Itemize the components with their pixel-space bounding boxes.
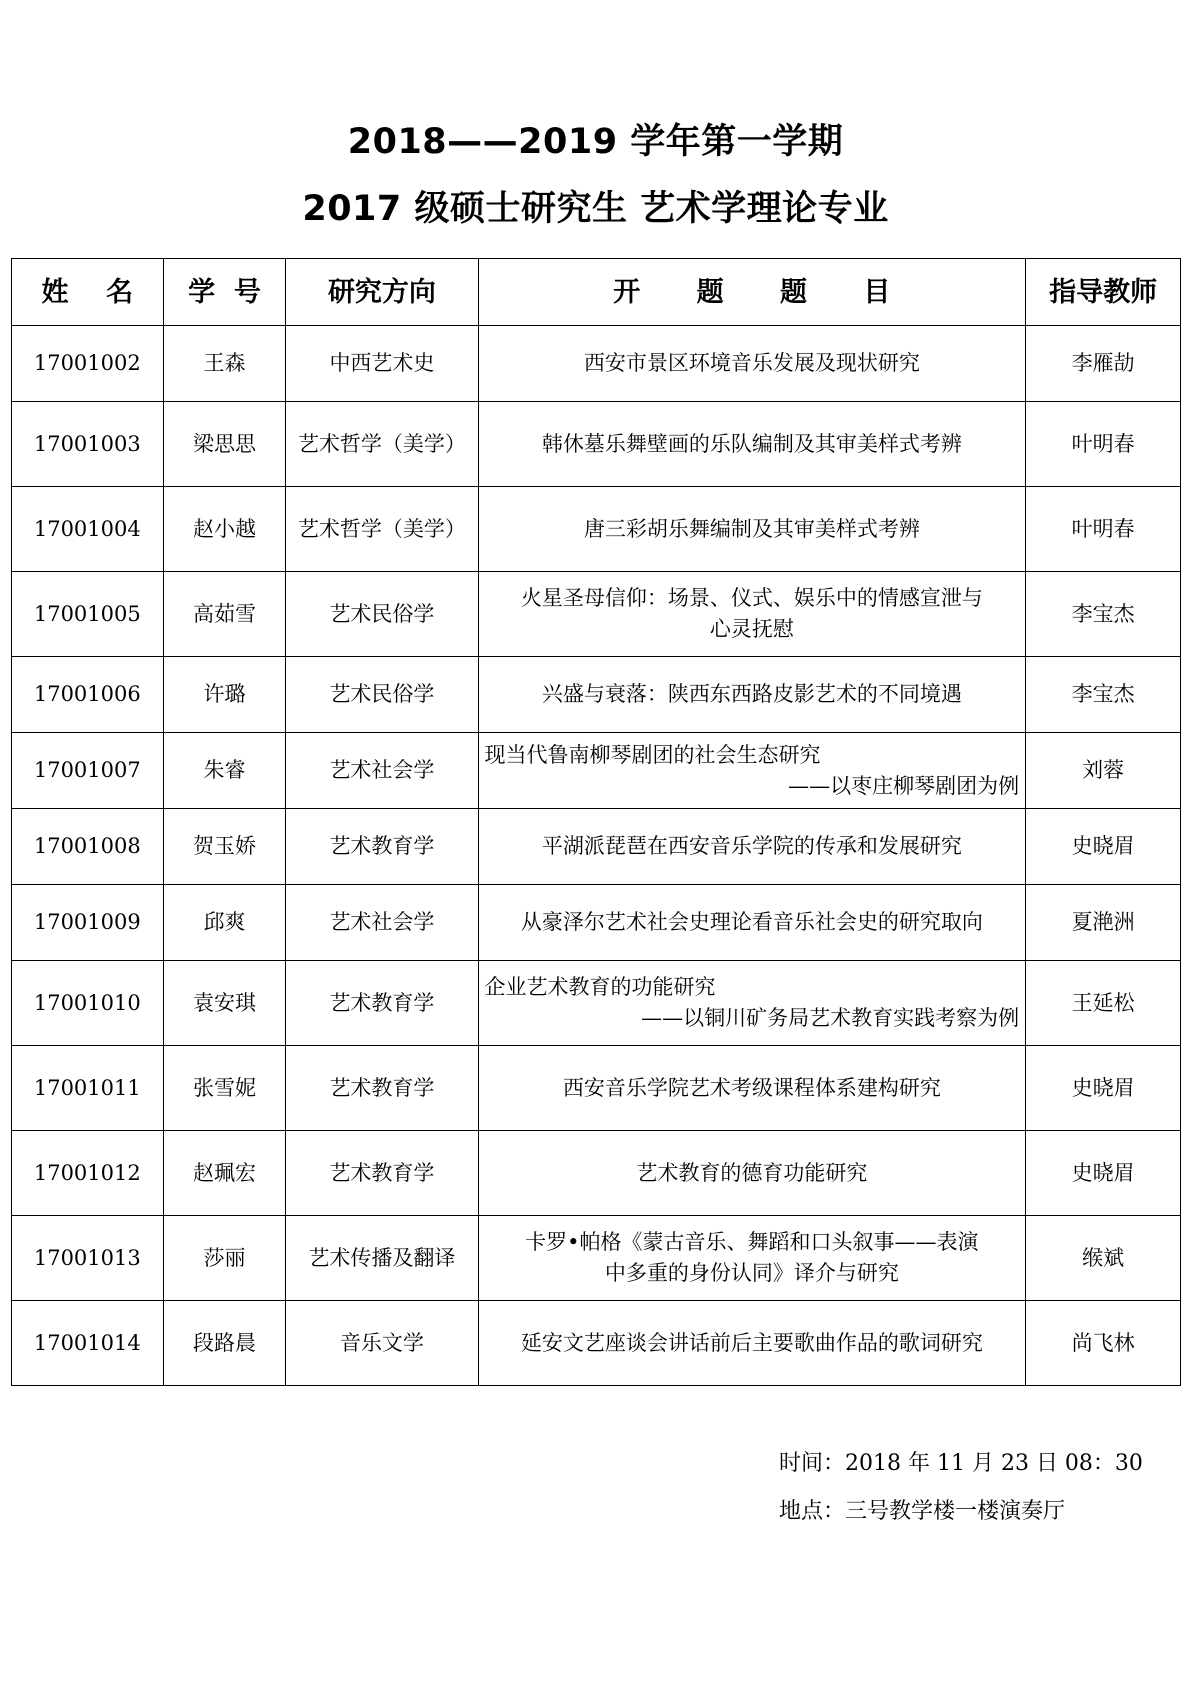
cell-direction: 艺术民俗学 (286, 657, 478, 733)
cell-advisor: 史晓眉 (1026, 1046, 1181, 1131)
cell-name: 袁安琪 (163, 961, 286, 1046)
cell-direction: 艺术教育学 (286, 961, 478, 1046)
cell-name: 王森 (163, 326, 286, 402)
cell-direction: 艺术哲学（美学） (286, 487, 478, 572)
cell-advisor: 史晓眉 (1026, 809, 1181, 885)
cell-direction: 艺术社会学 (286, 733, 478, 809)
table-row (12, 487, 1181, 572)
cell-advisor: 叶明春 (1026, 402, 1181, 487)
table-row (12, 402, 1181, 487)
cell-advisor: 李宝杰 (1026, 657, 1181, 733)
table-row (12, 1301, 1181, 1386)
topic-line: 兴盛与衰落：陕西东西路皮影艺术的不同境遇 (541, 682, 962, 706)
title-line-2: 2017 级硕士研究生 艺术学理论专业 (302, 189, 889, 229)
cell-advisor: 王延松 (1026, 961, 1181, 1046)
table-row (12, 961, 1181, 1046)
cell-topic (478, 809, 1026, 885)
table-row (12, 1046, 1181, 1131)
cell-id: 17001010 (12, 961, 164, 1046)
cell-name: 赵珮宏 (163, 1131, 286, 1216)
cell-advisor: 缑斌 (1026, 1216, 1181, 1301)
table-row (12, 809, 1181, 885)
cell-advisor: 史晓眉 (1026, 1131, 1181, 1216)
topic-line: ——以铜川矿务局艺术教育实践考察为例 (641, 1006, 1020, 1030)
header-id: 学 号 (163, 259, 286, 326)
cell-advisor: 李宝杰 (1026, 572, 1181, 657)
table-row (12, 326, 1181, 402)
cell-advisor: 尚飞林 (1026, 1301, 1181, 1386)
cell-id: 17001004 (12, 487, 164, 572)
cell-topic (478, 326, 1026, 402)
cell-name: 朱睿 (163, 733, 286, 809)
cell-name: 邱爽 (163, 885, 286, 961)
cell-name: 许璐 (163, 657, 286, 733)
topic-line: ——以枣庄柳琴剧团为例 (788, 773, 1020, 798)
cell-name: 段路晨 (163, 1301, 286, 1386)
cell-topic (478, 885, 1026, 961)
cell-topic (478, 1131, 1026, 1216)
cell-direction: 艺术社会学 (286, 885, 478, 961)
table-header-row (12, 259, 1181, 326)
topic-table (11, 258, 1181, 1386)
topic-line: 西安音乐学院艺术考级课程体系建构研究 (562, 1075, 941, 1100)
cell-id: 17001012 (12, 1131, 164, 1216)
cell-advisor: 叶明春 (1026, 487, 1181, 572)
table-body (12, 326, 1181, 1386)
cell-direction: 中西艺术史 (286, 326, 478, 402)
cell-topic (478, 657, 1026, 733)
cell-direction: 艺术哲学（美学） (286, 402, 478, 487)
title-line-1: 2018——2019 学年第一学期 (347, 122, 844, 162)
cell-direction: 艺术民俗学 (286, 572, 478, 657)
cell-advisor: 夏滟洲 (1026, 885, 1181, 961)
cell-id: 17001006 (12, 657, 164, 733)
cell-direction: 艺术教育学 (286, 809, 478, 885)
cell-topic (478, 1046, 1026, 1131)
cell-advisor: 刘蓉 (1026, 733, 1181, 809)
cell-id: 17001003 (12, 402, 164, 487)
cell-id: 17001013 (12, 1216, 164, 1301)
cell-direction: 艺术教育学 (286, 1046, 478, 1131)
header-name: 姓 名 (12, 259, 164, 326)
table-row (12, 657, 1181, 733)
topic-line: 艺术教育的德育功能研究 (636, 1160, 868, 1185)
cell-name: 莎丽 (163, 1216, 286, 1301)
table-row (12, 885, 1181, 961)
cell-direction: 艺术教育学 (286, 1131, 478, 1216)
topic-line: 现当代鲁南柳琴剧团的社会生态研究 (484, 742, 821, 767)
meeting-place: 地点：三号教学楼一楼演奏厅 (779, 1499, 1066, 1524)
meeting-time: 时间：2018 年 11 月 23 日 08：30 (779, 1451, 1143, 1476)
topic-line: 中多重的身份认同》译介与研究 (604, 1261, 899, 1285)
cell-id: 17001005 (12, 572, 164, 657)
topic-line: 延安文艺座谈会讲话前后主要歌曲作品的歌词研究 (520, 1330, 983, 1355)
table-row (12, 1131, 1181, 1216)
topic-line: 卡罗•帕格《蒙古音乐、舞蹈和口头叙事——表演 (525, 1230, 979, 1254)
cell-name: 赵小越 (163, 487, 286, 572)
topic-line: 心灵抚慰 (709, 617, 794, 641)
table-row (12, 733, 1181, 809)
cell-topic (478, 733, 1026, 809)
table-row (12, 572, 1181, 657)
topic-line: 韩休墓乐舞壁画的乐队编制及其审美样式考辨 (541, 431, 962, 456)
topic-line: 唐三彩胡乐舞编制及其审美样式考辨 (583, 516, 920, 541)
cell-name: 张雪妮 (163, 1046, 286, 1131)
cell-topic (478, 572, 1026, 657)
cell-id: 17001007 (12, 733, 164, 809)
header-advisor: 指导教师 (1026, 259, 1181, 326)
topic-line: 西安市景区环境音乐发展及现状研究 (583, 351, 920, 375)
table-row (12, 1216, 1181, 1301)
cell-id: 17001014 (12, 1301, 164, 1386)
cell-id: 17001008 (12, 809, 164, 885)
topic-line: 平湖派琵琶在西安音乐学院的传承和发展研究 (541, 834, 962, 858)
cell-name: 高茹雪 (163, 572, 286, 657)
cell-id: 17001009 (12, 885, 164, 961)
cell-topic (478, 402, 1026, 487)
cell-topic (478, 961, 1026, 1046)
topic-line: 火星圣母信仰：场景、仪式、娱乐中的情感宣泄与 (520, 586, 983, 610)
cell-id: 17001011 (12, 1046, 164, 1131)
cell-topic (478, 1216, 1026, 1301)
cell-name: 贺玉娇 (163, 809, 286, 885)
cell-direction: 艺术传播及翻译 (286, 1216, 478, 1301)
cell-id: 17001002 (12, 326, 164, 402)
cell-advisor: 李雁劼 (1026, 326, 1181, 402)
cell-topic (478, 487, 1026, 572)
topic-line: 企业艺术教育的功能研究 (484, 975, 716, 999)
cell-name: 梁思思 (163, 402, 286, 487)
cell-direction: 音乐文学 (286, 1301, 478, 1386)
topic-line: 从豪泽尔艺术社会史理论看音乐社会史的研究取向 (520, 910, 983, 934)
cell-topic (478, 1301, 1026, 1386)
header-direction: 研究方向 (286, 259, 478, 326)
header-topic: 开 题 题 目 (478, 259, 1026, 326)
